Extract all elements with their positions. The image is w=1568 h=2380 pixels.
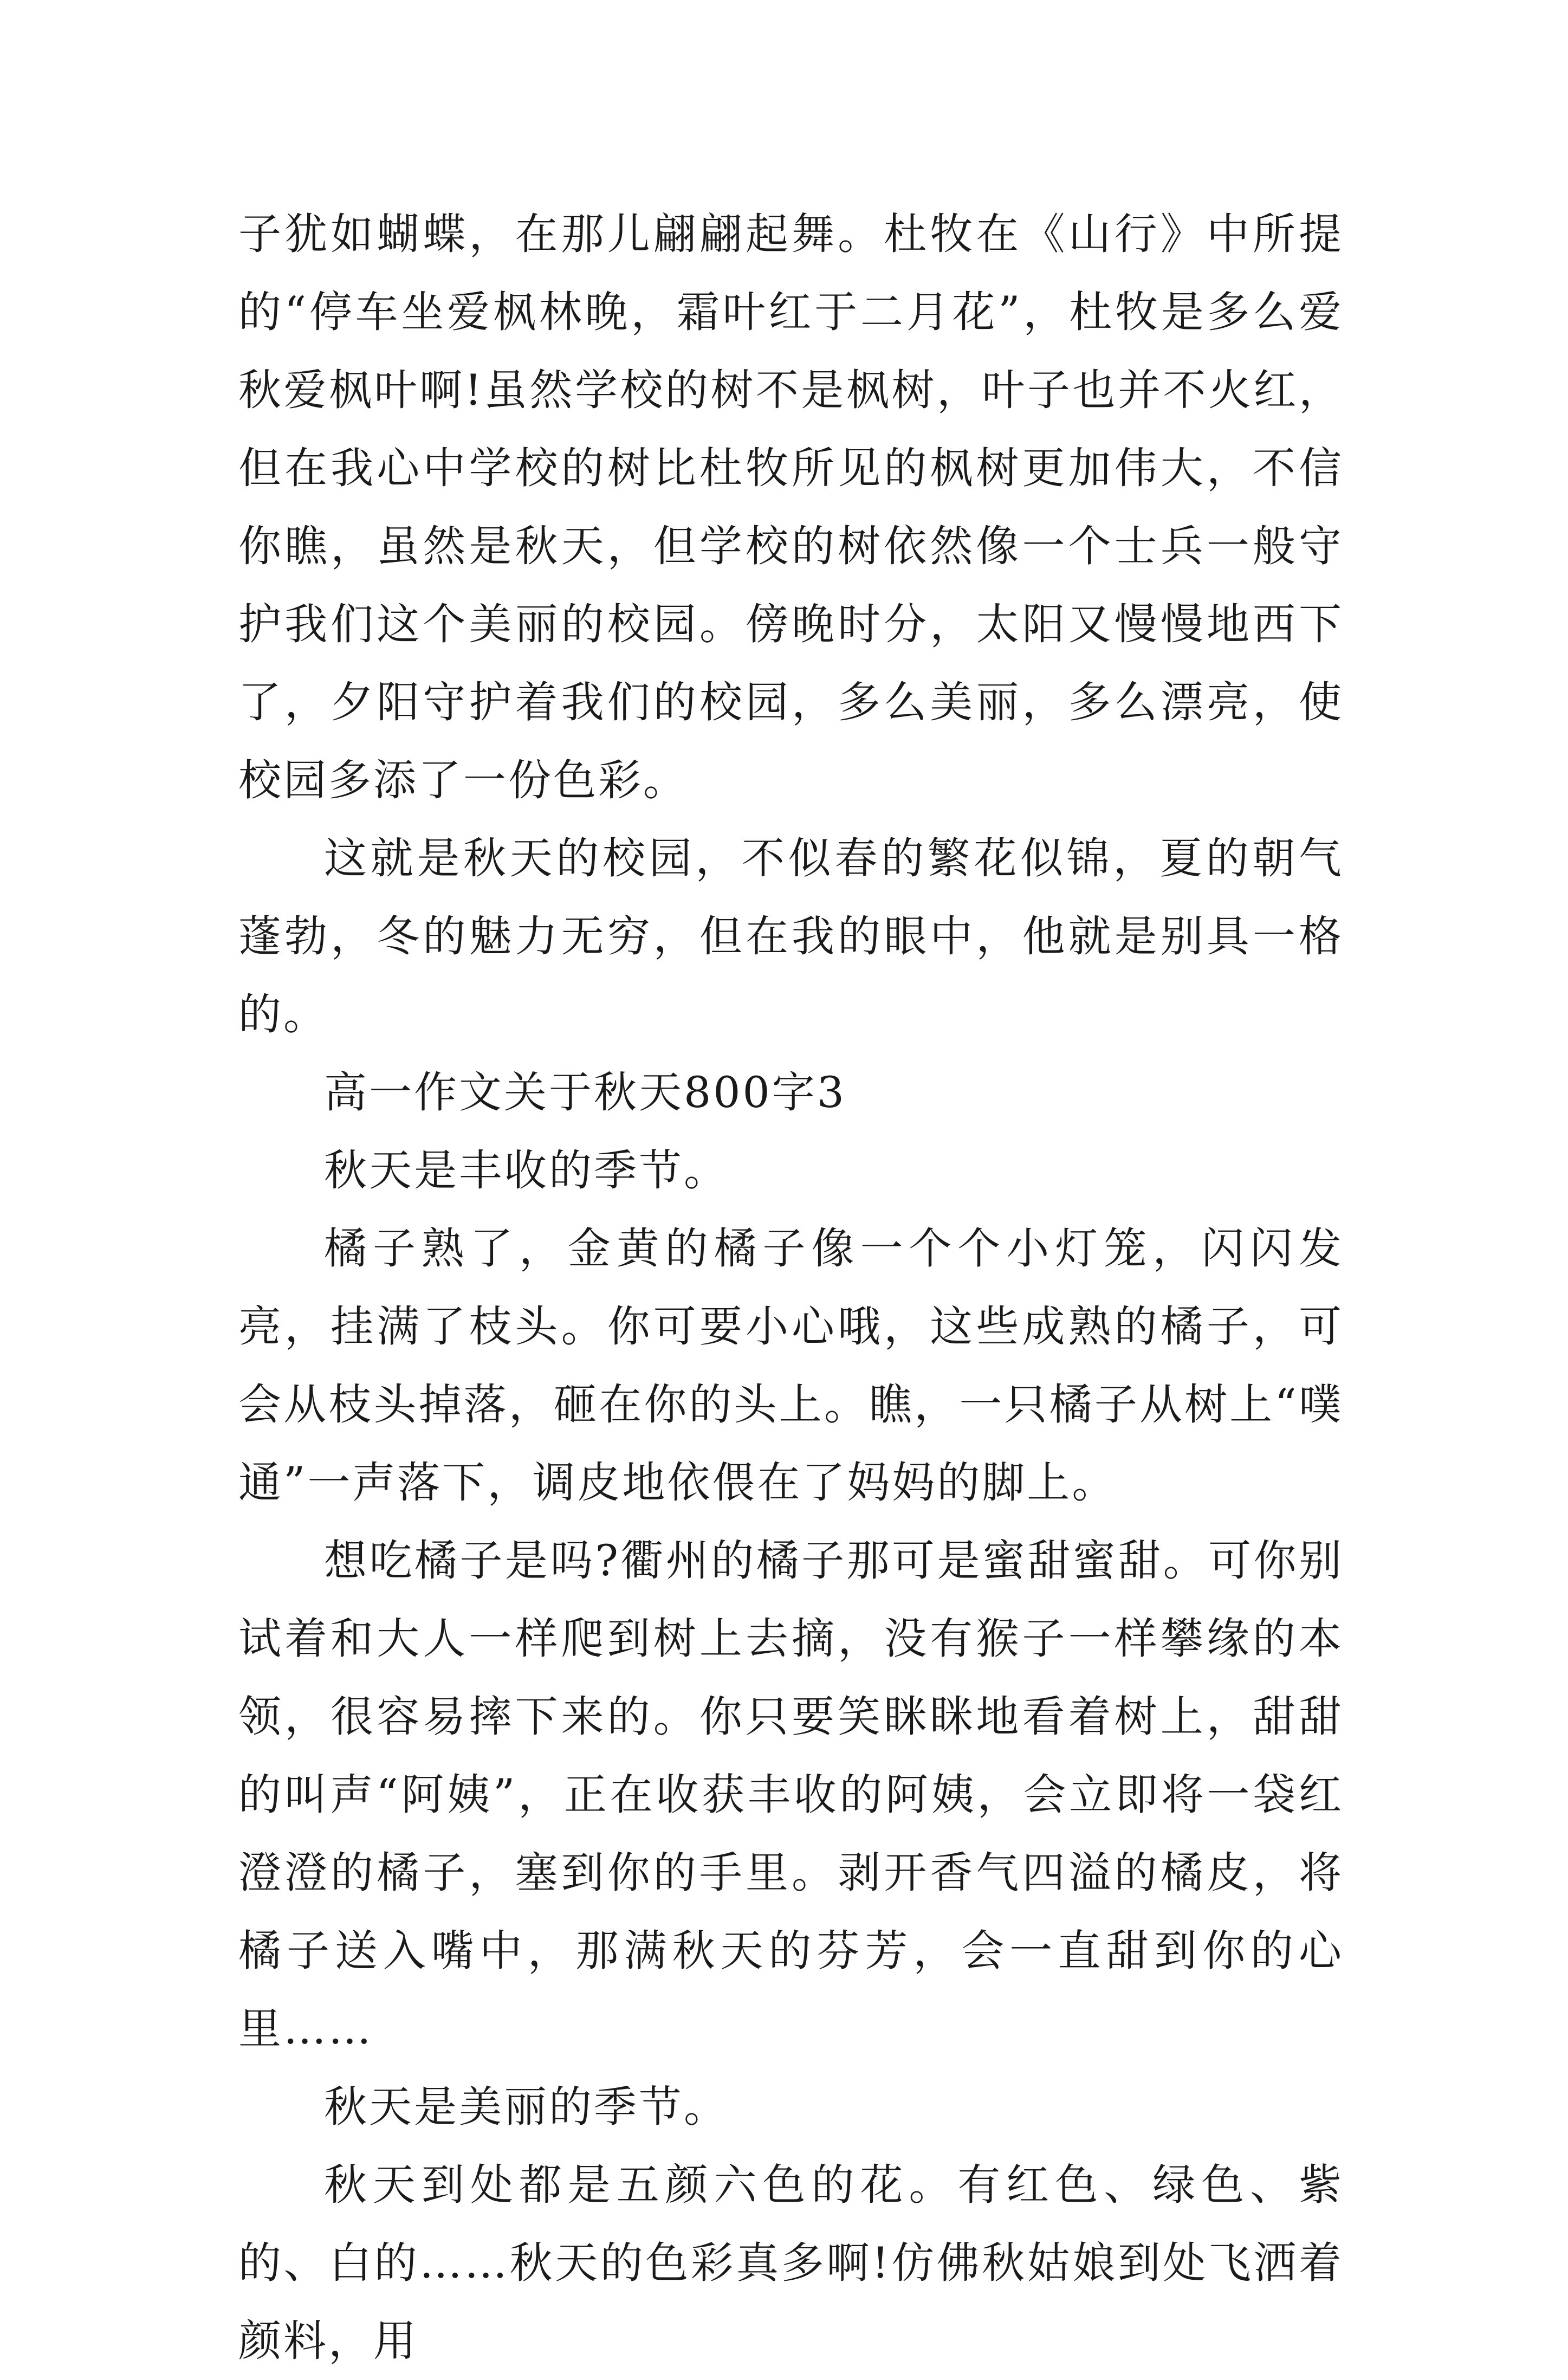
paragraph-leaves-dance: 子犹如蝴蝶，在那儿翩翩起舞。杜牧在《山行》中所提的“停车坐爱枫林晚，霜叶红于二月花”，杜牧是多么爱秋爱枫叶啊!虽然学校的树不是枫树，叶子也并不火红，但在我心中学校的树比杜牧所见的枫树更加伟大，不信你瞧，虽然是秋天，但学校的树依然像一个士兵一般守护我们这个美丽的校园。傍晚时分，太阳又慢慢地西下了，夕阳守护着我们的校园，多么美丽，多么漂亮，使校园多添了一份色彩。 <box>238 209 1344 805</box>
essay-heading: 高一作文关于秋天800字3 <box>324 1068 847 1117</box>
paragraph-harvest-season: 秋天是丰收的季节。 <box>324 1146 729 1195</box>
paragraph-autumn-flowers: 秋天到处都是五颜六色的花。有红色、绿色、紫的、白的……秋天的色彩真多啊!仿佛秋姑娘到处飞洒着颜料，用 <box>238 2160 1344 2366</box>
paragraph-eat-oranges: 想吃橘子是吗?衢州的橘子那可是蜜甜蜜甜。可你别试着和大人一样爬到树上去摘，没有猴子一样攀缘的本领，很容易摔下来的。你只要笑眯眯地看着树上，甜甜的叫声“阿姨”，正在收获丰收的阿姨，会立即将一袋红澄澄的橘子，塞到你的手里。剥开香气四溢的橘皮，将橘子送入嘴中，那满秋天的芬芳，会一直甜到你的心里…… <box>238 1536 1344 2054</box>
essay-body <box>238 195 1344 2380</box>
paragraph-oranges-ripe: 橘子熟了，金黄的橘子像一个个小灯笼，闪闪发亮，挂满了枝头。你可要小心哦，这些成熟的橘子，可会从枝头掉落，砸在你的头上。瞧，一只橘子从树上“噗通”一声落下，调皮地依偎在了妈妈的脚上。 <box>238 1224 1344 1508</box>
paragraph-autumn-campus: 这就是秋天的校园，不似春的繁花似锦，夏的朝气蓬勃，冬的魅力无穷，但在我的眼中，他就是别具一格的。 <box>238 833 1344 1039</box>
paragraph-beautiful-season: 秋天是美丽的季节。 <box>324 2082 729 2132</box>
